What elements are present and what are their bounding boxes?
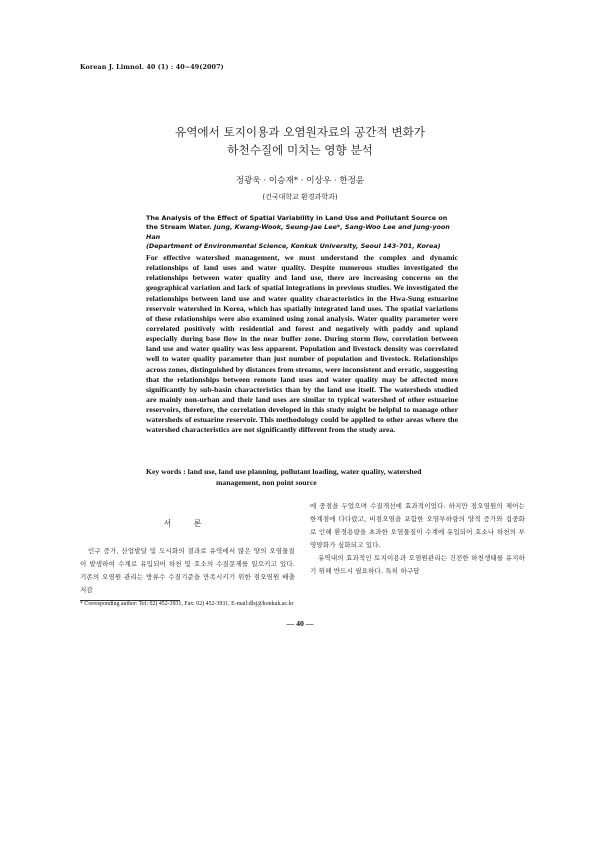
keywords-line-1: land use, land use planning, pollutant loading, water quality, watershed	[187, 467, 422, 476]
english-authors: Jung, Kwang-Wook, Seung-Jae Lee*, Sang-Woo Lee and Jung-yoon Han	[146, 223, 450, 241]
journal-reference: Korean J. Limnol. 40 (1) : 40~49(2007)	[80, 63, 224, 71]
right-column-paragraph-1: 에 중점을 두었으며 수질개선에 효과적이었다. 하지만 점오염원의 제어는 한계점에 다다랐고, 비점오염을 포함한 오염부하량의 양적 증가와 집중화로 인해 환경용량을 초과한 오염물질이 수계에 유입되어 호소나 하천의 부영양화가 심화되고 있다.	[310, 502, 525, 550]
right-column-paragraph-2: 유역내의 효과적인 토지이용과 오염원관리는 건전한 하천생태를 유지하기 위해 반드시 필요하다. 특히 하구담	[310, 554, 525, 576]
abstract-text: For effective watershed management, we must understand the complex and dynamic relationships of land uses and water quality. Despite numerous studies investigated the relationships between water quality and land use, there are increasing concerns on the geographical variation and lack of spatial integrations in previous studies. We investigated the relationships between land use and water quality characteristics in the Hwa-Sung estuarine reservoir watershed in Korea, which has spatially integrated land uses. The spatial variations of these relationships were also examined using zonal analysis. Water quality parameter were correlated positively with residential and forest and negatively with paddy and upland especially during base flow in the near buffer zone. During storm flow, correlation between land use and water quality was less apparent. Population and livestock density was correlated well to water quality parameter than just number of population and livestock. Relationships across zones, distinguished by distances from streams, were inconsistent and erratic, suggesting that the relationships between remote land uses and water quality may be affected more significantly by sub-basin characteristics than by the land use itself. The watersheds studied are mainly non-urban and their land uses are similar to typical watershed of other estuarine reservoirs, therefore, the correlation developed in this study might be helpful to manage other watersheds of estuarine reservoir. This methodology could be applied to other areas where the watershed characteristics are not significantly different from the study area.	[146, 253, 458, 435]
keywords-block	[146, 467, 472, 488]
author-list: 정광욱 · 이승재* · 이상우 · 한정윤	[235, 176, 365, 186]
paper-title-line-2: 하천수질에 미치는 영향 분석	[227, 143, 373, 157]
english-affiliation: (Department of Environmental Science, Konkuk University, Seoul 143-701, Korea)	[146, 241, 441, 250]
paper-title-line-1: 유역에서 토지이용과 오염원자료의 공간적 변화가	[175, 125, 425, 139]
right-column	[310, 500, 525, 579]
corresponding-author-footnote: * Corresponding author: Tel: 02) 452-3931, Fax: 02) 452-3931, E-mail:dlsj@konkuk.ac.kr	[80, 601, 294, 607]
page-number: — 40 —	[286, 619, 314, 628]
author-affiliation: (건국대학교 환경과학과)	[262, 193, 338, 201]
keywords-label: Key words :	[146, 467, 186, 476]
english-title: The Analysis of the Effect of Spatial Variability in Land Use and Pollutant Source on the Stream Water.	[146, 214, 448, 232]
left-column-paragraph: 인구 증가, 산업발달 및 도시화의 결과로 유역에서 많은 양의 오염물질이 발생하여 수계로 유입되어 하천 및 호소의 수질문제를 일으키고 있다. 기존의 오염원 관리는 방류수 수질기준을 만족시키기 위한 점오염원 배출저감	[80, 547, 295, 595]
keywords-line-2: management, non point source	[216, 477, 317, 487]
left-column	[80, 545, 295, 597]
section-title-introduction: 서 론	[163, 519, 212, 528]
english-title-block	[146, 214, 458, 251]
